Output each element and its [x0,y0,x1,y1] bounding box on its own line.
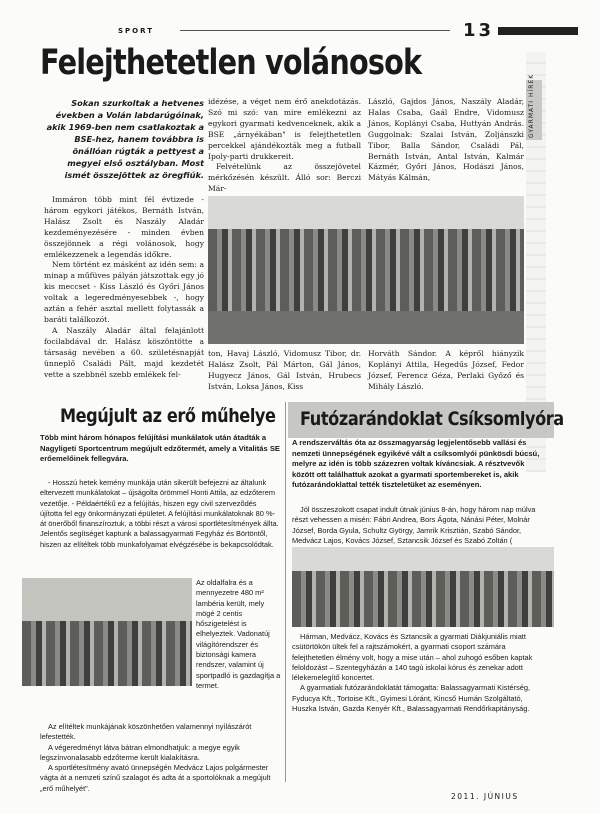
caption-column-1 [208,349,361,393]
team-photo [208,196,524,344]
paragraph: Hárman, Medvácz, Kovács és Sztancsik a gyarmati Diákjuniális miatt csütörtökön ültek fel a rajtszámokért, a gyarmati csoport számára felejthetetlen élmény volt, hogy a mise után – ahol zuhogó esőben kaptak feloldozást – Szentegyházán a 140 tagú iskolai kórus és zenekar adott lélekemelegítő koncertet. [292,632,533,683]
paragraph: Nem történt ez másként az idén sem: a minap a műfüves pályán játszottak egy jó kis meccset - Kiss László és Győri János voltak a legeredményesebbek -, hogy aztán a fehér asztal mellett folytassák a baráti találkozót. [44,260,204,324]
paragraph: Felvételünk az összejövetel mérkőzésén készült. Álló sor: Berczi Már- [208,162,361,194]
paragraph: László, Gajdos János, Naszály Aladár, Halas Csaba, Gaál Endre, Vidomusz János, Koplányi Csaba, Huttyán András. Guggolnak: Szalai István, Zoljánszki Tibor, Balla Sándor, Családi Pál, Bernáth István, Antal István, Kalmár Kázmér, Győri János, Hodászi János, Mátyás Kálmán, [368,97,524,183]
header-rule [180,30,450,31]
caption-column-2 [368,349,524,393]
article-body-side [196,578,282,691]
paragraph: ton, Havaj László, Vidomusz Tibor, dr. Halász Zsolt, Pál Márton, Gál János, Hugyecz János, Gál István, Hrubecs István, Loksa János, Kiss [208,349,361,391]
paragraph: Immáron több mint fél évtizede - három egykori játékos, Bernáth István, Halász Zsolt és Naszály Aladár kezdeményezésére - minden évben összejönnek a régi volánosok, hogy emlékezzenek a legendás időkre. [44,195,204,259]
article-column-1 [44,195,204,380]
article-column-3 [368,97,524,184]
paragraph: A gyarmatiak futózarándoklatát támogatta: Balassagyarmati Kistérség, Fyducya Kft., Tortoise Kft., Gyimesi Lóránt, Kincső Humán Szolgáltató, Huszka István, Gazda Kenyér Kft., Balassagyarmati Rendőrkapitányság. [292,683,531,714]
paragraph: Jól összeszokott csapat indult útnak június 8-án, hogy három nap múlva részt vehessen a misén: Fábri Andrea, Bors Ágota, Nánási Péter, Molnár József, Borda Gyula, Schultz György, Jamrik Krisztián, Szabó Sándor, Medvácz Lajos, Kovács József, Sztancsik József és Szabó Zoltán ( [292,505,536,545]
issue-date: 2011. JÚNIUS [451,792,519,801]
paragraph: Az elítéltek munkájának köszönhetően valamennyi nyílászárót lefestették. [40,722,252,742]
paragraph: Horváth Sándor. A képről hiányzik Koplányi Attila, Hegedűs József, Fedor József, Ferencz Géza, Perlaki Győző és Mihály László. [368,349,524,391]
article-intro: Több mint három hónapos felújítási munkálatok után átadták a Nagyligeti Sportcentrum megújult edzőtermét, amely a Vitalitás SE erőemelőinek fellegvára. [40,433,280,464]
gym-opening-photo [22,578,192,686]
pilgrimage-photo [292,547,554,627]
article-headline: Felejthetetlen volánosok [40,43,422,83]
page-number: 13 [463,20,495,41]
paragraph: A sportlétesítmény avató ünnepségén Medvácz Lajos polgármester vágta át a nemzeti színű szalagot és adta át a sportolóknak a megújult „erő műhelyét". [40,763,271,793]
article-column-2 [208,97,361,195]
paragraph: idézése, a véget nem érő anekdotázás. Szó mi szó: van mire emlékezni az egykori gyarmati kedvenceknek, akik a BSE „árnyékában" is felejthetetlen percekkel ajándékozták meg a futball Ipoly-parti drukkereit. [208,97,361,161]
article-headline: Futózarándoklat Csíksomlyóra [300,408,564,430]
paragraph: Az oldalfalra és a mennyezetre 480 m² lambéria került, mely mögé 2 centis hőszigetelést is elhelyeztek. Vadonatúj világítórendszer és biztonsági kamera rendszer, valamint új sportpadló is gazdagítja a termet. [196,578,281,690]
column-divider [285,402,286,782]
article-headline: Megújult az erő műhelye [60,405,276,427]
header-bar [498,27,578,35]
paragraph: - Hosszú hetek kemény munkája után sikerült befejezni az általunk eltervezett munkálatokat – újságolta örömmel Honti Attila, az edzőterem vezetője. - Példaértékű ez a felújítás, hiszen egy civil szervezõdés újította fel egy önkormányzati épületet. A felújítási munkálatoknak 80 %-át önerőből finanszíroztuk, a többi részt a városi sportlétesítmények állta. Jelentős segítséget kaptunk a balassagyarmati Fegyház és Börtöntől, hiszen az elítéltek több munkafolyamat elvégzésébe is bekapcsolódtak. [40,478,279,549]
section-label: SPORT [118,27,154,35]
section-tab [526,73,542,140]
article-body [40,478,280,550]
article-body-continued [292,632,547,714]
section-tab-label: GYARMATI HÍREK [528,73,535,138]
article-body [292,505,547,545]
article-lead: Sokan szurkoltak a hetvenes években a Volán labdarúgóinak, akik 1969-ben nem csatlakoztak a BSE-hez, hanem továbbra is önállóan rúgták a pettyest a megyei első osztályban. Most ismét összejöttek az öregfiúk. [46,98,204,180]
article-body-bottom [40,722,280,794]
paragraph: A végeredményt látva bátran elmondhatjuk: a megye egyik legszínvonalasabb edzőterme került kialakításra. [40,742,240,762]
paragraph: A Naszály Aladár által felajánlott focilabdával dr. Halász köszöntötte a társaság nevében a 60. születésnapját ünneplő Családi Pált, majd kezdetét vette a szebbnél szebb emlékek fel- [44,325,204,379]
article-intro: A rendszerváltás óta az összmagyarság legjelentősebb vallási és nemzeti ünnepségének egyikévé vált a csíksomlyói pünkösdi búcsú, melyre az idén is több százezren voltak kíváncsiak. A résztvevők között ott találhattuk azokat a gyarmati sportembereket is, akik futózarándoklattal tették tiszteletüket az eseményen. [292,438,540,490]
